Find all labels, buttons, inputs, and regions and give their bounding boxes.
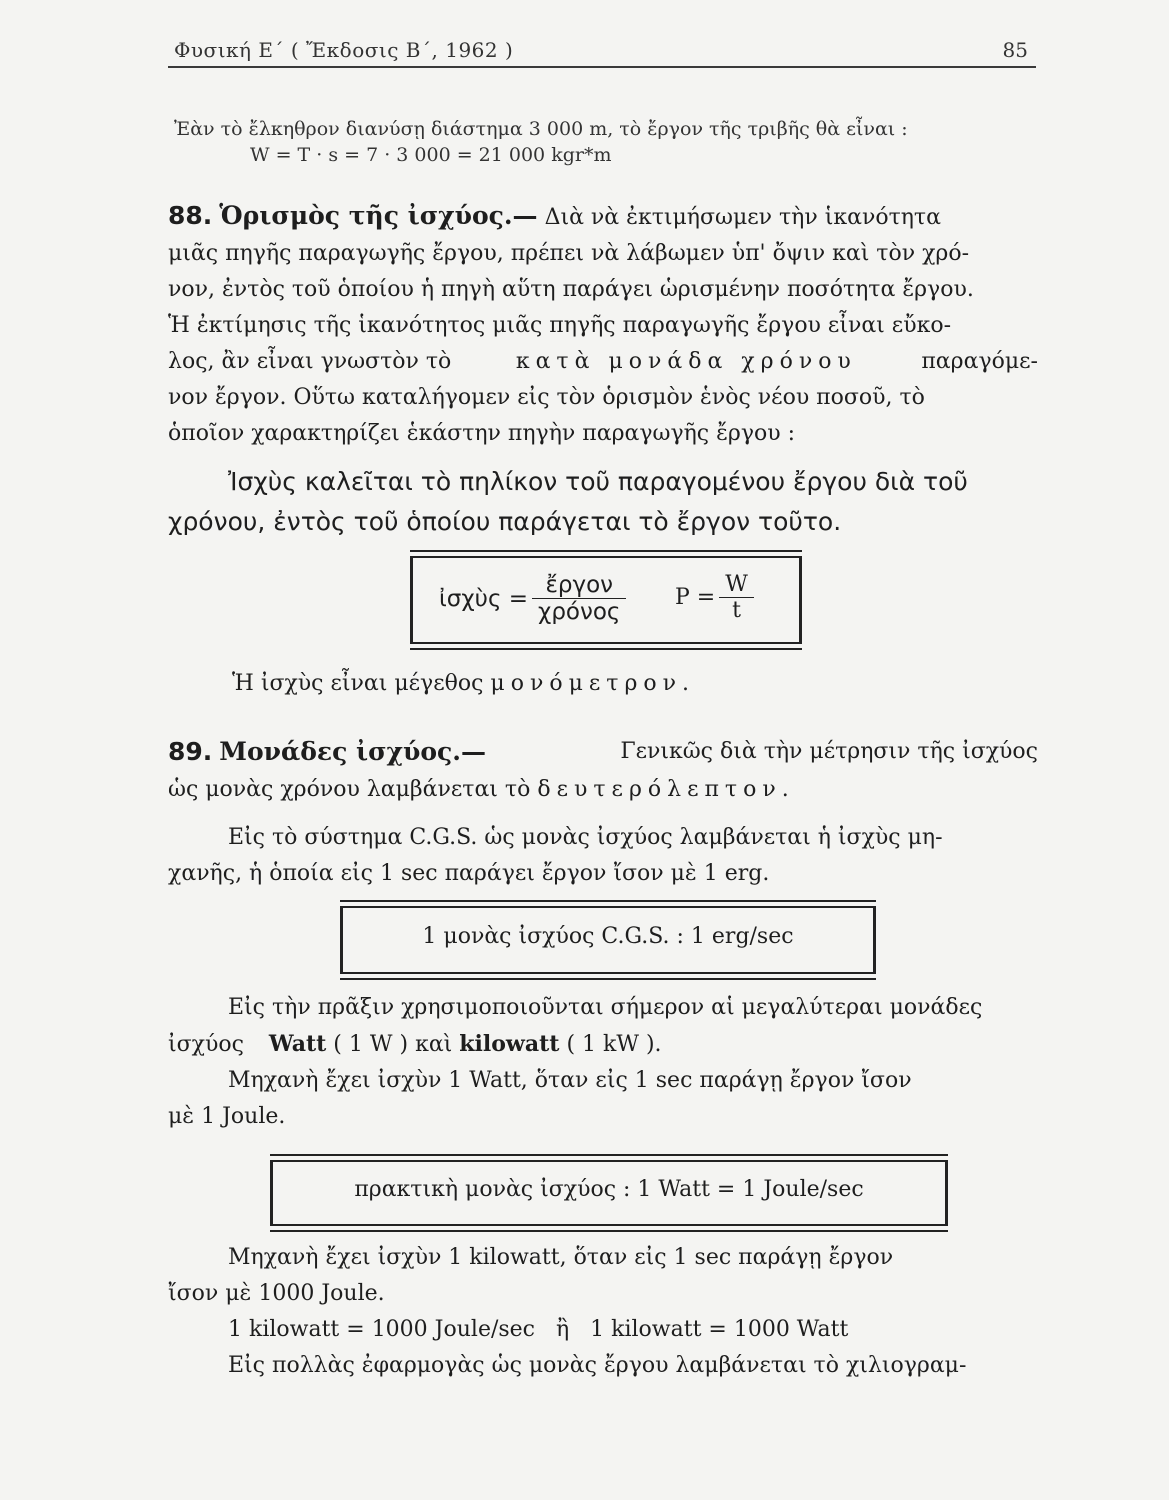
unit-kilowatt-abbr: ( 1 kW ). (566, 1032, 662, 1057)
formula-denominator-symbol: t (732, 598, 741, 623)
book-title: Φυσική Ε΄ ( Ἔκδοσις Β΄, 1962 ) (174, 38, 514, 62)
spaced-phrase: δευτερόλεπτον. (537, 777, 795, 802)
section-title: Μονάδες ἰσχύος.— (219, 737, 486, 766)
power-definition (168, 462, 1038, 542)
paragraph-line: Εἰς πολλὰς ἐφαρμογὰς ὡς μονὰς ἔργου λαμβάνεται τὸ χιλιογραμ- (228, 1353, 967, 1378)
paragraph-line: μὲ 1 Joule. (168, 1104, 286, 1129)
spaced-phrase: κατὰ μονάδα χρόνου (515, 349, 857, 374)
formula-lhs-symbol: P = (675, 585, 716, 610)
paragraph-line: ἰσχύος (168, 1032, 244, 1057)
paragraph-line: μιᾶς πηγῆς παραγωγῆς ἔργου, πρέπει νὰ λάβωμεν ὑπ' ὄψιν καὶ τὸν χρό- (168, 241, 970, 266)
unit-watt-abbr: ( 1 W ) (333, 1032, 409, 1057)
unit-kilowatt: kilowatt (459, 1031, 560, 1057)
running-header (168, 36, 1036, 68)
paragraph-line: ὡς μονὰς χρόνου λαμβάνεται τὸ (168, 777, 531, 802)
paragraph-line: παραγόμε- (921, 349, 1038, 374)
paragraph-line: ὁποῖον χαρακτηρίζει ἑκάστην πηγὴν παραγωγῆς ἔργου : (168, 421, 795, 446)
scalar-statement (232, 666, 1032, 702)
formula-numerator: ἔργον (532, 572, 626, 599)
spaced-phrase: μονόμετρον. (490, 671, 695, 696)
section-89 (168, 734, 1038, 892)
section-number: 89. (168, 737, 213, 766)
practical-units-paragraph (168, 990, 1038, 1135)
cgs-unit-box (340, 906, 876, 974)
kilowatt-paragraph (168, 1240, 1038, 1384)
intro-line: Ἐὰν τὸ ἔλκηθρον διανύσῃ διάστημα 3 000 m, τὸ ἔργον τῆς τριβῆς θὰ εἶναι : (174, 118, 908, 140)
page-number: 85 (1002, 38, 1028, 62)
formula-lhs: ἰσχὺς = (439, 585, 529, 612)
scalar-text: Ἡ ἰσχὺς εἶναι μέγεθος (232, 671, 484, 696)
cgs-unit-text: 1 μονὰς ἰσχύος C.G.S. : 1 erg/sec (422, 924, 794, 949)
section-88 (168, 198, 1038, 452)
paragraph-line: ἴσον μὲ 1000 Joule. (168, 1281, 385, 1306)
paragraph-line: Εἰς τὸ σύστημα C.G.S. ὡς μονὰς ἰσχύος λαμβάνεται ἡ ἰσχὺς μη- (228, 825, 943, 850)
paragraph-line: Εἰς τὴν πρᾶξιν χρησιμοποιοῦνται σήμερον αἱ μεγαλύτεραι μονάδες (228, 995, 983, 1020)
paragraph-line: χανῆς, ἡ ὁποία εἰς 1 sec παράγει ἔργον ἴσον μὲ 1 erg. (168, 861, 770, 886)
unit-watt: Watt (268, 1031, 327, 1057)
section-number: 88. (168, 201, 213, 230)
intro-equation: W = T · s = 7 · 3 000 = 21 000 kgr*m (250, 144, 612, 166)
definition-line: Ἰσχὺς καλεῖται τὸ πηλίκον τοῦ παραγομένου ἔργου διὰ τοῦ (228, 467, 968, 496)
paragraph-line: Μηχανὴ ἔχει ἰσχὺν 1 Watt, ὅταν εἰς 1 sec παράγῃ ἔργον ἴσον (228, 1068, 912, 1093)
formula-box (410, 556, 802, 644)
kilowatt-equivalence: 1 kilowatt = 1000 Joule/sec ἢ 1 kilowatt = 1000 Watt (228, 1317, 849, 1342)
paragraph-line: νον, ἐντὸς τοῦ ὁποίου ἡ πηγὴ αὕτη παράγει ὡρισμένην ποσότητα ἔργου. (168, 277, 974, 302)
paragraph-line: Ἡ ἐκτίμησις τῆς ἱκανότητος μιᾶς πηγῆς παραγωγῆς ἔργου εἶναι εὔκο- (168, 313, 951, 338)
formula-numerator-symbol: W (719, 572, 754, 598)
practical-unit-text: πρακτικὴ μονὰς ἰσχύος : 1 Watt = 1 Joule/sec (354, 1177, 864, 1202)
paragraph-line: λος, ἂν εἶναι γνωστὸν τὸ (168, 349, 452, 374)
formula-denominator: χρόνος (538, 599, 621, 625)
practical-unit-box (270, 1160, 948, 1226)
paragraph-line: Μηχανὴ ἔχει ἰσχὺν 1 kilowatt, ὅταν εἰς 1 sec παράγῃ ἔργον (228, 1245, 894, 1270)
paragraph-line: Διὰ νὰ ἐκτιμήσωμεν τὴν ἱκανότητα (544, 205, 941, 230)
definition-line: χρόνου, ἐντὸς τοῦ ὁποίου παράγεται τὸ ἔργον τοῦτο. (168, 507, 842, 536)
paragraph-line: νον ἔργον. Οὕτω καταλήγομεν εἰς τὸν ὁρισμὸν ἑνὸς νέου ποσοῦ, τὸ (168, 385, 925, 410)
paragraph-line: Γενικῶς διὰ τὴν μέτρησιν τῆς ἰσχύος (620, 739, 1038, 764)
intro-paragraph (168, 116, 1038, 168)
conjunction: καὶ (415, 1032, 453, 1057)
section-title: Ὁρισμὸς τῆς ἰσχύος.— (219, 201, 538, 230)
